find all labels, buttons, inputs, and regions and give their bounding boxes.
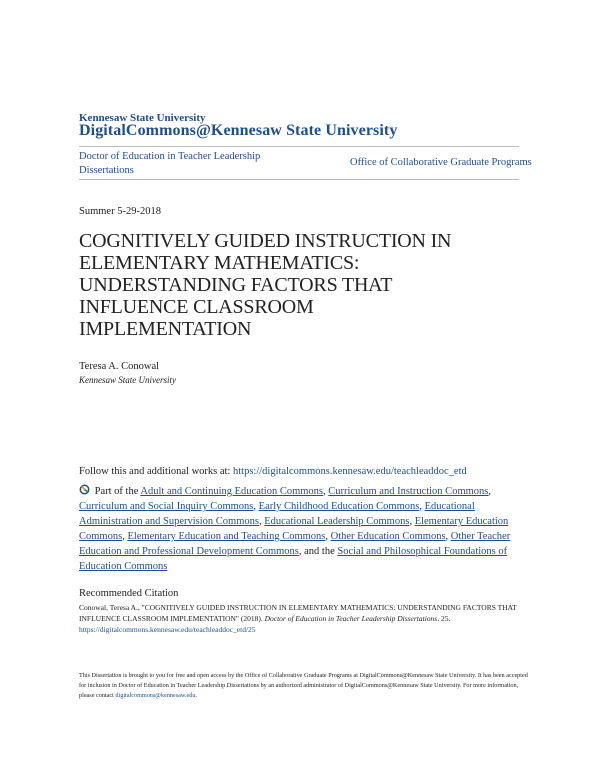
- divider-top: [79, 146, 519, 147]
- author-name: Teresa A. Conowal: [79, 361, 160, 372]
- and-text: , and the: [298, 546, 335, 557]
- department-link[interactable]: Office of Collaborative Graduate Programs: [350, 157, 532, 168]
- follow-line: [79, 466, 467, 477]
- part-of-commons: [79, 484, 524, 574]
- title-line: IMPLEMENTATION: [79, 318, 252, 340]
- footer-text: This Dissertation is brought to you for free and open access by the Office of Collaborative Graduate Programs at DigitalCommons@Kennesaw State University. It has been accepted for inclusion in Doctor of Education in Teacher Leadership Dissertations by an authorized administrator of DigitalCommons@Kennesaw State University. For more information, please contact: [79, 672, 528, 699]
- part-of-prefix: Part of the: [94, 486, 139, 497]
- citation-number: . 25.: [437, 614, 451, 623]
- collection-link[interactable]: Doctor of Education in Teacher Leadership Dissertations: [79, 151, 261, 176]
- commons-link[interactable]: Other Teacher Education and Professional Development Commons: [79, 531, 511, 557]
- publication-date: Summer 5-29-2018: [79, 206, 161, 217]
- footer-end: .: [195, 692, 198, 699]
- document-title: [79, 230, 529, 340]
- commons-link[interactable]: Other Education Commons: [330, 531, 446, 542]
- footer-notice: [79, 671, 529, 701]
- follow-text: Follow this and additional works at:: [79, 466, 231, 477]
- follow-url-link[interactable]: https://digitalcommons.kennesaw.edu/teachleaddoc_etd: [233, 466, 467, 477]
- contact-email-link[interactable]: digitalcommons@kennesaw.edu: [115, 692, 196, 699]
- commons-link[interactable]: Early Childhood Education Commons: [258, 501, 420, 512]
- title-line: UNDERSTANDING FACTORS THAT: [79, 274, 393, 296]
- citation-heading: Recommended Citation: [79, 588, 179, 599]
- separator: ,: [419, 501, 422, 512]
- separator: ,: [323, 486, 326, 497]
- repository-name[interactable]: DigitalCommons@Kennesaw State University: [79, 122, 398, 139]
- commons-link[interactable]: Educational Administration and Supervision Commons: [79, 501, 475, 527]
- separator: ,: [409, 516, 413, 527]
- separator: ,: [445, 531, 449, 542]
- commons-link[interactable]: Social and Philosophical Foundations of Education Commons: [79, 546, 508, 572]
- citation-series: Doctor of Education in Teacher Leadership Dissertations: [264, 614, 438, 623]
- open-access-icon: [79, 484, 90, 495]
- separator: ,: [258, 516, 262, 527]
- citation-body: Conowal, Teresa A., "COGNITIVELY GUIDED INSTRUCTION IN ELEMENTARY MATHEMATICS: UNDERSTANDING FACTORS THAT INFLUENCE CLASSROOM IMPLEMENTATION" (2018).: [79, 603, 517, 623]
- title-line: INFLUENCE CLASSROOM: [79, 296, 314, 318]
- commons-link[interactable]: Educational Leadership Commons: [264, 516, 410, 527]
- commons-link[interactable]: Curriculum and Social Inquiry Commons: [79, 501, 254, 512]
- citation-url-link[interactable]: https://digitalcommons.kennesaw.edu/teachleaddoc_etd/25: [79, 625, 256, 634]
- commons-link[interactable]: Elementary Education Commons: [79, 516, 509, 542]
- commons-link[interactable]: Curriculum and Instruction Commons: [328, 486, 489, 497]
- title-line: ELEMENTARY MATHEMATICS:: [79, 252, 360, 274]
- title-line: COGNITIVELY GUIDED INSTRUCTION IN: [79, 230, 452, 252]
- commons-link[interactable]: Elementary Education and Teaching Commons: [127, 531, 326, 542]
- separator: ,: [122, 531, 125, 542]
- commons-link[interactable]: Adult and Continuing Education Commons: [140, 486, 323, 497]
- separator: ,: [325, 531, 328, 542]
- separator: ,: [253, 501, 257, 512]
- author-affiliation: Kennesaw State University: [79, 375, 176, 385]
- institution-name[interactable]: Kennesaw State University: [79, 112, 206, 124]
- separator: ,: [488, 486, 491, 497]
- citation-text: [79, 602, 524, 635]
- divider-bottom: [79, 179, 519, 180]
